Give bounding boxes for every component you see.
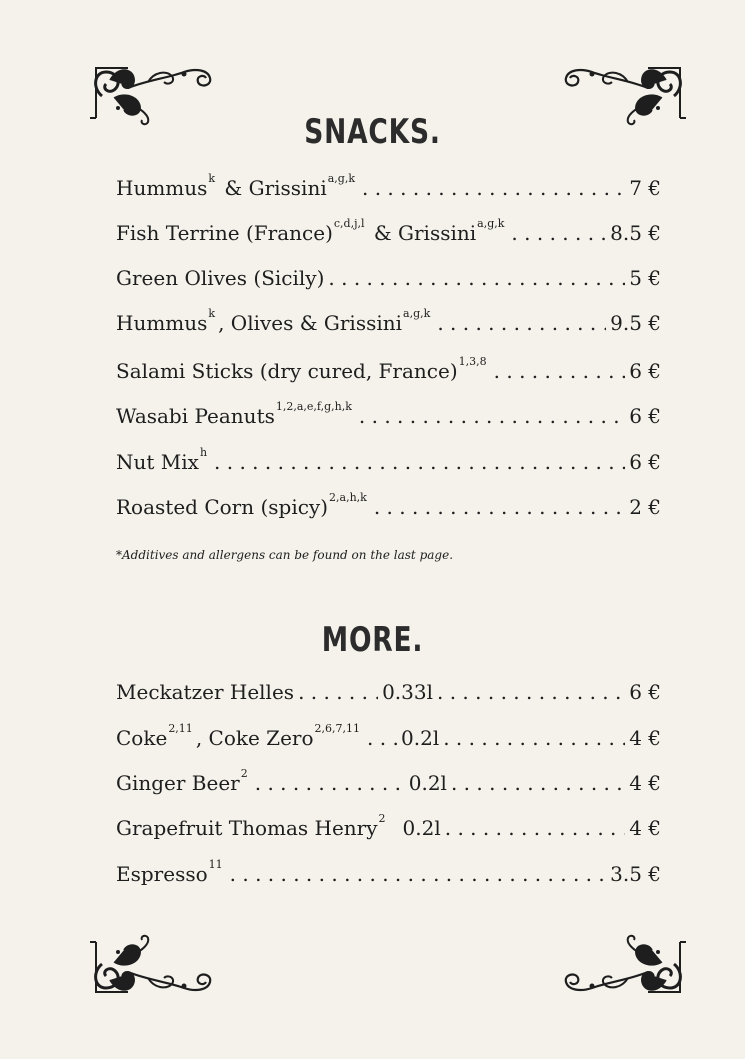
leader-dots (437, 680, 625, 704)
item-name: Salami Sticks (dry cured, France) (116, 359, 458, 383)
menu-item (116, 446, 661, 484)
allergen-codes: 1,3,8 (458, 355, 487, 368)
item-price: 6 € (629, 359, 661, 383)
allergen-codes: 2,a,h,k (329, 491, 367, 504)
item-name: Hummus (116, 311, 208, 335)
item-price: 6 € (629, 680, 661, 704)
item-price: 4 € (629, 726, 661, 750)
item-price: 4 € (629, 816, 661, 840)
item-name: Wasabi Peanuts (116, 404, 275, 428)
item-name-extra: , Coke Zero (195, 726, 314, 750)
item-name-extra: , Olives & Grissini (218, 311, 403, 335)
menu-item (116, 722, 661, 760)
menu-item (116, 355, 661, 393)
leader-dots (437, 311, 606, 335)
menu-item (116, 307, 661, 345)
allergen-note: *Additives and allergens can be found on the last page. (116, 548, 454, 562)
allergen-codes: 2,6,7,11 (314, 722, 361, 735)
menu-item (116, 491, 661, 529)
corner-ornament-bottom-right-icon (558, 932, 688, 1002)
item-name: Coke (116, 726, 168, 750)
item-volume: 0.2l (402, 816, 441, 840)
allergen-codes: 2 (378, 812, 386, 825)
allergen-codes: a,g,k (477, 217, 505, 230)
item-price: 8.5 € (610, 221, 661, 245)
allergen-codes: a,g,k (327, 172, 355, 185)
leader-dots (443, 726, 625, 750)
item-name-extra: & Grissini (367, 221, 477, 245)
leader-dots (367, 726, 397, 750)
item-name: Hummus (116, 176, 208, 200)
allergen-codes: 1,2,a,e,f,g,h,k (275, 400, 352, 413)
more-heading: MORE. (321, 620, 424, 660)
item-price: 5 € (629, 266, 661, 290)
leader-dots (298, 680, 378, 704)
item-price: 9.5 € (610, 311, 661, 335)
item-price: 6 € (629, 404, 661, 428)
leader-dots (214, 450, 625, 474)
allergen-codes: k (208, 307, 216, 320)
item-price: 6 € (629, 450, 661, 474)
item-price: 3.5 € (610, 862, 661, 886)
item-volume: 0.2l (408, 771, 447, 795)
leader-dots (359, 404, 625, 428)
item-volume: 0.33l (382, 680, 433, 704)
item-name: Green Olives (Sicily) (116, 266, 325, 290)
leader-dots (255, 771, 405, 795)
item-price: 4 € (629, 771, 661, 795)
item-name: Roasted Corn (spicy) (116, 495, 329, 519)
menu-item (116, 812, 661, 850)
menu-item (116, 858, 661, 896)
leader-dots (445, 816, 625, 840)
allergen-codes: k (208, 172, 216, 185)
allergen-codes: 11 (208, 858, 223, 871)
item-name: Nut Mix (116, 450, 199, 474)
item-volume: 0.2l (401, 726, 440, 750)
menu-item (116, 217, 661, 255)
item-name: Espresso (116, 862, 208, 886)
leader-dots (511, 221, 606, 245)
menu-item (116, 266, 661, 300)
menu-item (116, 680, 661, 714)
item-name: Fish Terrine (France) (116, 221, 333, 245)
item-price: 7 € (629, 176, 661, 200)
menu-item (116, 767, 661, 805)
menu-item (116, 400, 661, 438)
leader-dots (374, 495, 625, 519)
leader-dots (362, 176, 625, 200)
allergen-codes: c,d,j,l (333, 217, 365, 230)
allergen-codes: a,g,k (403, 307, 431, 320)
item-name-extra: & Grissini (218, 176, 327, 200)
leader-dots (230, 862, 606, 886)
menu-item (116, 172, 661, 210)
snacks-heading: SNACKS. (304, 112, 441, 152)
allergen-codes: h (199, 446, 208, 459)
item-name: Meckatzer Helles (116, 680, 295, 704)
item-name: Grapefruit Thomas Henry (116, 816, 378, 840)
allergen-codes: 2,11 (168, 722, 193, 735)
leader-dots (451, 771, 625, 795)
item-name: Ginger Beer (116, 771, 240, 795)
item-price: 2 € (629, 495, 661, 519)
leader-dots (328, 266, 625, 290)
corner-ornament-bottom-left-icon (88, 932, 218, 1002)
allergen-codes: 2 (240, 767, 248, 780)
leader-dots (494, 359, 626, 383)
